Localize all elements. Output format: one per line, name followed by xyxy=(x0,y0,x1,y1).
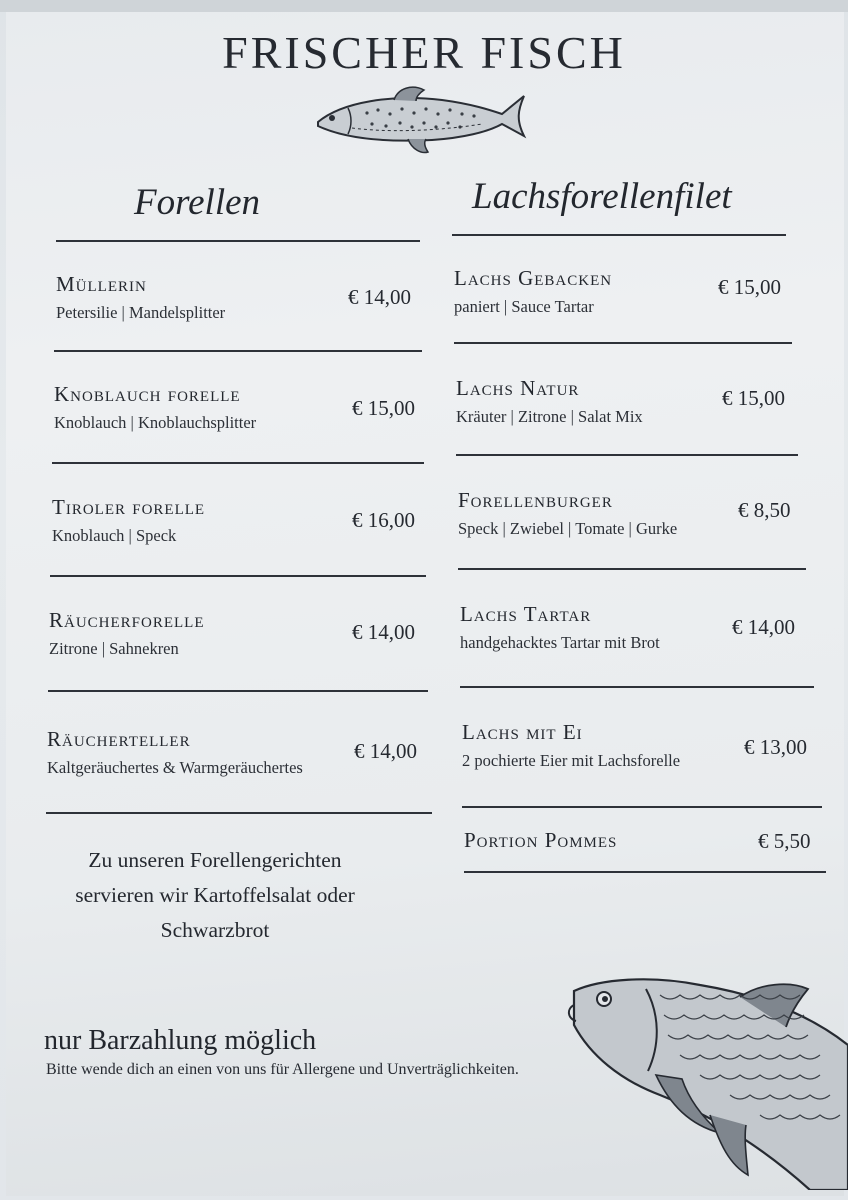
item-divider xyxy=(48,690,428,692)
menu-item-lachs-gebacken xyxy=(454,266,612,317)
item-divider xyxy=(462,806,822,808)
item-description: Petersilie | Mandelsplitter xyxy=(56,303,226,322)
menu-title: FRISCHER FISCH xyxy=(222,27,626,78)
item-price: € 8,50 xyxy=(738,498,791,522)
item-price: € 16,00 xyxy=(352,508,415,532)
menu-item-raeucherteller xyxy=(47,727,303,778)
menu-item-muellerin xyxy=(56,272,225,323)
item-price: € 14,00 xyxy=(354,739,417,763)
item-description: Speck | Zwiebel | Tomate | Gurke xyxy=(458,519,678,538)
item-name: Räucherteller xyxy=(47,727,191,751)
item-price: € 14,00 xyxy=(352,620,415,644)
item-description: Knoblauch | Speck xyxy=(52,526,177,545)
item-description: Kaltgeräuchertes & Warmgeräuchertes xyxy=(47,758,303,777)
item-price: € 15,00 xyxy=(352,396,415,420)
cash-only-notice: nur Barzahlung möglich xyxy=(44,1025,317,1056)
item-price: € 5,50 xyxy=(758,829,811,853)
item-name: Forellenburger xyxy=(458,488,613,512)
carp-illustration-icon xyxy=(560,975,848,1190)
item-description: 2 pochierte Eier mit Lachsforelle xyxy=(462,751,681,770)
item-description: Zitrone | Sahnekren xyxy=(49,639,179,658)
item-name: Lachs Gebacken xyxy=(454,266,613,290)
item-price: € 14,00 xyxy=(732,615,795,639)
item-description: paniert | Sauce Tartar xyxy=(454,297,594,316)
item-description: handgehacktes Tartar mit Brot xyxy=(460,633,660,652)
note-line: Schwarzbrot xyxy=(160,918,270,942)
menu-item-raeucherforelle xyxy=(49,608,205,659)
item-name: Lachs Natur xyxy=(456,376,580,400)
menu-item-lachs-mit-ei xyxy=(462,720,680,771)
note-line: servieren wir Kartoffelsalat oder xyxy=(75,883,355,907)
item-description: Kräuter | Zitrone | Salat Mix xyxy=(456,407,643,426)
item-divider xyxy=(458,568,806,570)
item-price: € 15,00 xyxy=(722,386,785,410)
menu-item-tiroler-forelle xyxy=(52,495,205,546)
item-name: Tiroler forelle xyxy=(52,495,206,519)
item-price: € 15,00 xyxy=(718,275,781,299)
item-description: Knoblauch | Knoblauchsplitter xyxy=(54,413,257,432)
allergy-notice: Bitte wende dich an einen von uns für Allergene und Unverträglichkeiten. xyxy=(46,1061,519,1078)
menu-item-forellenburger xyxy=(458,488,677,539)
heading-divider xyxy=(452,234,786,236)
item-divider xyxy=(54,350,422,352)
item-name: Müllerin xyxy=(56,272,147,296)
item-price: € 13,00 xyxy=(744,735,807,759)
item-divider xyxy=(50,575,426,577)
item-divider xyxy=(456,454,798,456)
heading-divider xyxy=(56,240,420,242)
paper-edge xyxy=(0,0,848,12)
item-divider xyxy=(46,812,432,814)
menu-item-portion-pommes xyxy=(464,828,617,853)
item-divider xyxy=(460,686,814,688)
trout-illustration-icon xyxy=(312,80,527,158)
item-name: Räucherforelle xyxy=(49,608,205,632)
item-divider xyxy=(464,871,826,873)
menu-item-lachs-tartar xyxy=(460,602,660,653)
menu-item-knoblauch-forelle xyxy=(54,382,256,433)
item-divider xyxy=(52,462,424,464)
item-name: Knoblauch forelle xyxy=(54,382,241,406)
forellen-heading: Forellen xyxy=(134,182,261,223)
item-price: € 14,00 xyxy=(348,285,411,309)
item-name: Portion Pommes xyxy=(464,828,618,852)
menu-item-lachs-natur xyxy=(456,376,643,427)
item-name: Lachs mit Ei xyxy=(462,720,583,744)
item-divider xyxy=(454,342,792,344)
item-name: Lachs Tartar xyxy=(460,602,592,626)
note-line: Zu unseren Forellengerichten xyxy=(88,848,342,872)
lachsforellenfilet-heading: Lachsforellenfilet xyxy=(472,176,732,217)
side-dish-note xyxy=(40,843,390,948)
